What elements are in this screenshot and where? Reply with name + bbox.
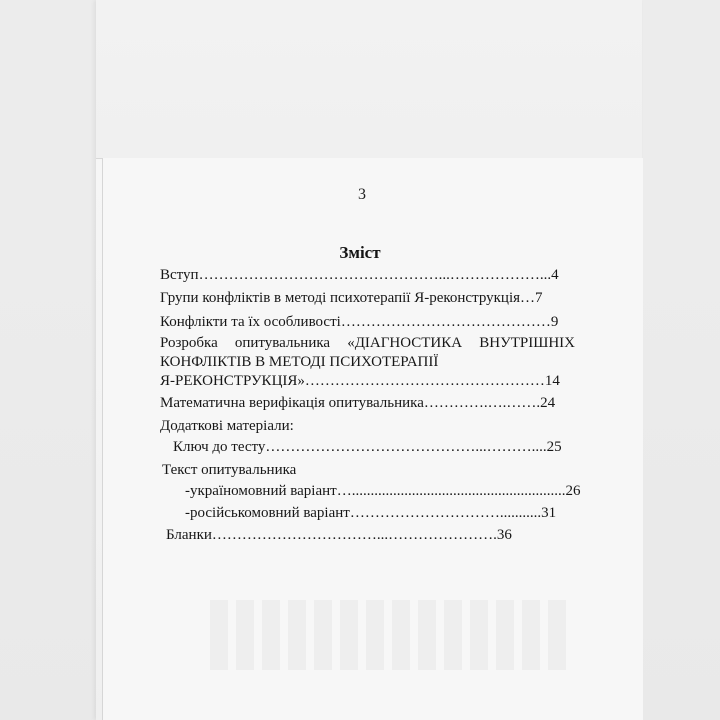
toc-entry-russian-version — [185, 504, 556, 522]
toc-word: Розробка — [160, 335, 218, 351]
toc-leader: …......................................................... — [336, 483, 566, 499]
toc-entry-label: -україномовний варіант — [185, 483, 337, 499]
toc-entry-label: Вступ — [160, 267, 199, 283]
toc-entry-page: 14 — [544, 373, 560, 389]
toc-entry-page: 24 — [540, 395, 556, 411]
toc-leader: …………………………………… — [340, 314, 551, 330]
toc-entry-questionnaire-line1 — [160, 334, 575, 352]
toc-entry-page: 7 — [535, 290, 543, 306]
toc-leader: … — [520, 290, 536, 306]
toc-entry-conflict-groups — [160, 289, 543, 307]
toc-entry-conflicts-features — [160, 313, 558, 331]
toc-entry-intro — [160, 266, 559, 284]
toc-entry-page: 4 — [551, 267, 559, 283]
toc-entry-label: -російськомовний варіант — [185, 505, 350, 521]
toc-entry-page: 31 — [541, 505, 557, 521]
toc-leader: ………….….……. — [423, 395, 541, 411]
toc-entry-test-key — [173, 438, 562, 456]
toc-entry-forms — [166, 526, 512, 544]
toc-leader: …………………………………………...………………... — [198, 267, 552, 283]
toc-entry-verification — [160, 394, 555, 412]
toc-entry-label: Бланки — [166, 527, 212, 543]
toc-entry-questionnaire-text: Текст опитувальника — [162, 462, 297, 478]
toc-word: «ДІАГНОСТИКА — [347, 335, 463, 351]
toc-entry-page: 36 — [496, 527, 512, 543]
toc-entry-label: Групи конфліктів в методі психотерапії Я-реконструкція — [160, 290, 521, 306]
toc-entry-ukrainian-version — [185, 482, 580, 500]
toc-entry-questionnaire-line3 — [160, 372, 560, 390]
toc-entry-label: Конфлікти та їх особливості — [160, 314, 341, 330]
toc-entry-appendix: Додаткові матеріали: — [160, 418, 294, 434]
toc-word: ВНУТРІШНІХ — [479, 335, 575, 351]
toc-entry-questionnaire-line2: КОНФЛІКТІВ В МЕТОДІ ПСИХОТЕРАПІЇ — [160, 354, 439, 370]
front-cover-edge — [96, 0, 642, 159]
toc-leader: ……………………………………...……….... — [265, 439, 547, 455]
toc-entry-page: 26 — [565, 483, 581, 499]
toc-word: опитувальника — [234, 335, 331, 351]
toc-entry-label: Математична верифікація опитувальника — [160, 395, 424, 411]
toc-leader: …………………………........... — [349, 505, 542, 521]
toc-entry-page: 25 — [546, 439, 562, 455]
toc-entry-label: Я-РЕКОНСТРУКЦІЯ» — [160, 373, 305, 389]
page-number: 3 — [358, 186, 366, 203]
toc-entry-label: Ключ до тесту — [173, 439, 266, 455]
toc-title: Зміст — [339, 243, 381, 262]
toc-leader: ……………………………...…………………. — [211, 527, 497, 543]
show-through-text — [210, 600, 570, 670]
toc-leader: ………………………………………… — [304, 373, 545, 389]
toc-entry-page: 9 — [550, 314, 559, 330]
